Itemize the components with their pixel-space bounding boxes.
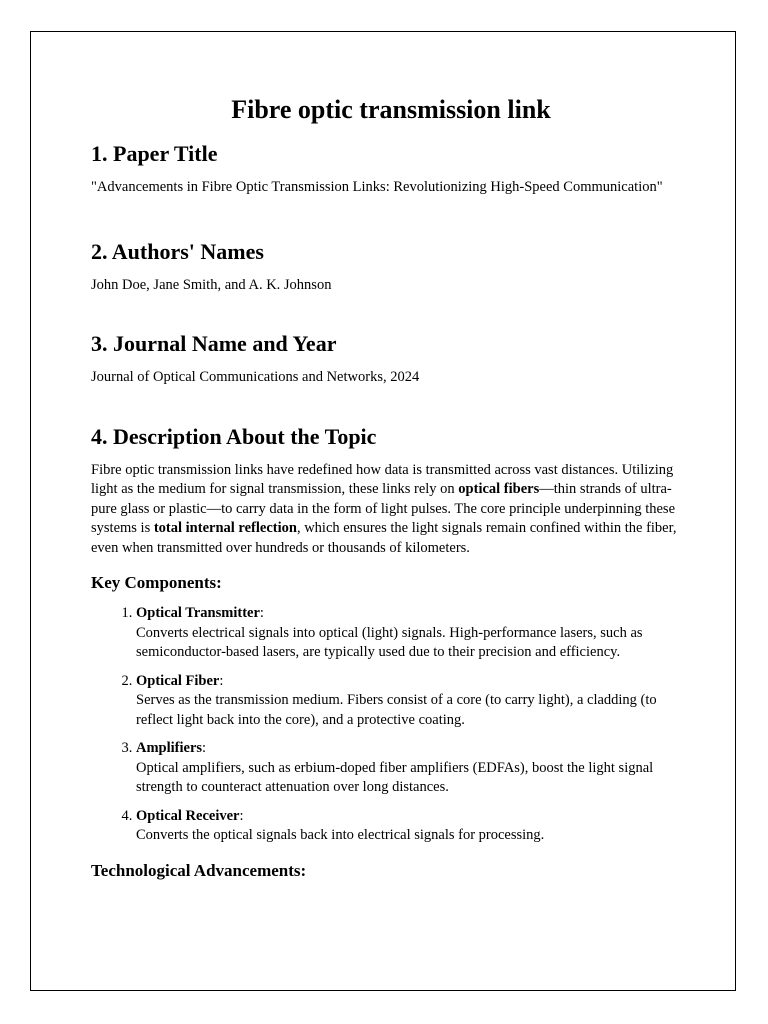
component-colon: :	[239, 807, 244, 824]
authors-text: John Doe, Jane Smith, and A. K. Johnson	[91, 276, 332, 293]
document-title: Fibre optic transmission link	[231, 95, 551, 124]
section-paper-title	[91, 140, 691, 198]
component-description: Optical amplifiers, such as erbium-doped fiber amplifiers (EDFAs), boost the light signal strength to counteract attenuation over long distances.	[136, 759, 654, 795]
component-description: Serves as the transmission medium. Fibers consist of a core (to carry light), a cladding (to reflect light back into the core), and a protective coating.	[136, 692, 657, 728]
document-content	[91, 94, 691, 892]
description-paragraph	[91, 461, 691, 559]
list-item	[136, 739, 691, 798]
description-text: —thin strands of ultra-pure glass or plastic—to carry data in the form of light pulses. The core principle underpinning these systems is	[91, 481, 676, 536]
section-heading: 1. Paper Title	[91, 141, 218, 166]
tech-advancements-heading: Technological Advancements:	[91, 860, 307, 880]
bold-term: total internal reflection	[153, 520, 297, 536]
list-item	[136, 604, 691, 663]
section-heading: 3. Journal Name and Year	[91, 331, 337, 356]
components-list	[91, 604, 691, 846]
section-authors	[91, 238, 691, 296]
key-components-heading: Key Components:	[91, 573, 222, 592]
component-colon: :	[202, 740, 207, 756]
bold-term: optical fibers	[458, 481, 540, 497]
section-description	[91, 423, 691, 882]
component-colon: :	[259, 605, 264, 621]
component-name: Optical Fiber	[136, 672, 220, 689]
section-heading: 2. Authors' Names	[91, 238, 264, 264]
component-description: Converts electrical signals into optical (light) signals. High-performance lasers, such as semiconductor-based lasers, are typically used due to their precision and efficiency.	[136, 624, 643, 660]
section-heading: 4. Description About the Topic	[91, 423, 377, 449]
list-item	[136, 672, 691, 731]
document-page	[30, 31, 736, 991]
component-name: Optical Transmitter	[136, 605, 260, 621]
description-text: Fibre optic transmission links have redefined how data is transmitted across vast distances. Utilizing light as the medium for signal transmission, these links rely on	[91, 461, 674, 497]
section-journal	[91, 330, 691, 388]
component-name: Optical Receiver	[136, 807, 240, 824]
component-description: Converts the optical signals back into electrical signals for processing.	[136, 827, 545, 843]
description-text: , which ensures the light signals remain confined within the fiber, even when transmitted over hundreds or thousands of kilometers.	[91, 520, 677, 556]
component-name: Amplifiers	[136, 740, 203, 756]
journal-text: Journal of Optical Communications and Networks, 2024	[91, 369, 420, 385]
component-colon: :	[219, 672, 224, 689]
paper-title-text: "Advancements in Fibre Optic Transmission Links: Revolutionizing High-Speed Communication"	[91, 179, 663, 195]
list-item	[136, 807, 691, 846]
